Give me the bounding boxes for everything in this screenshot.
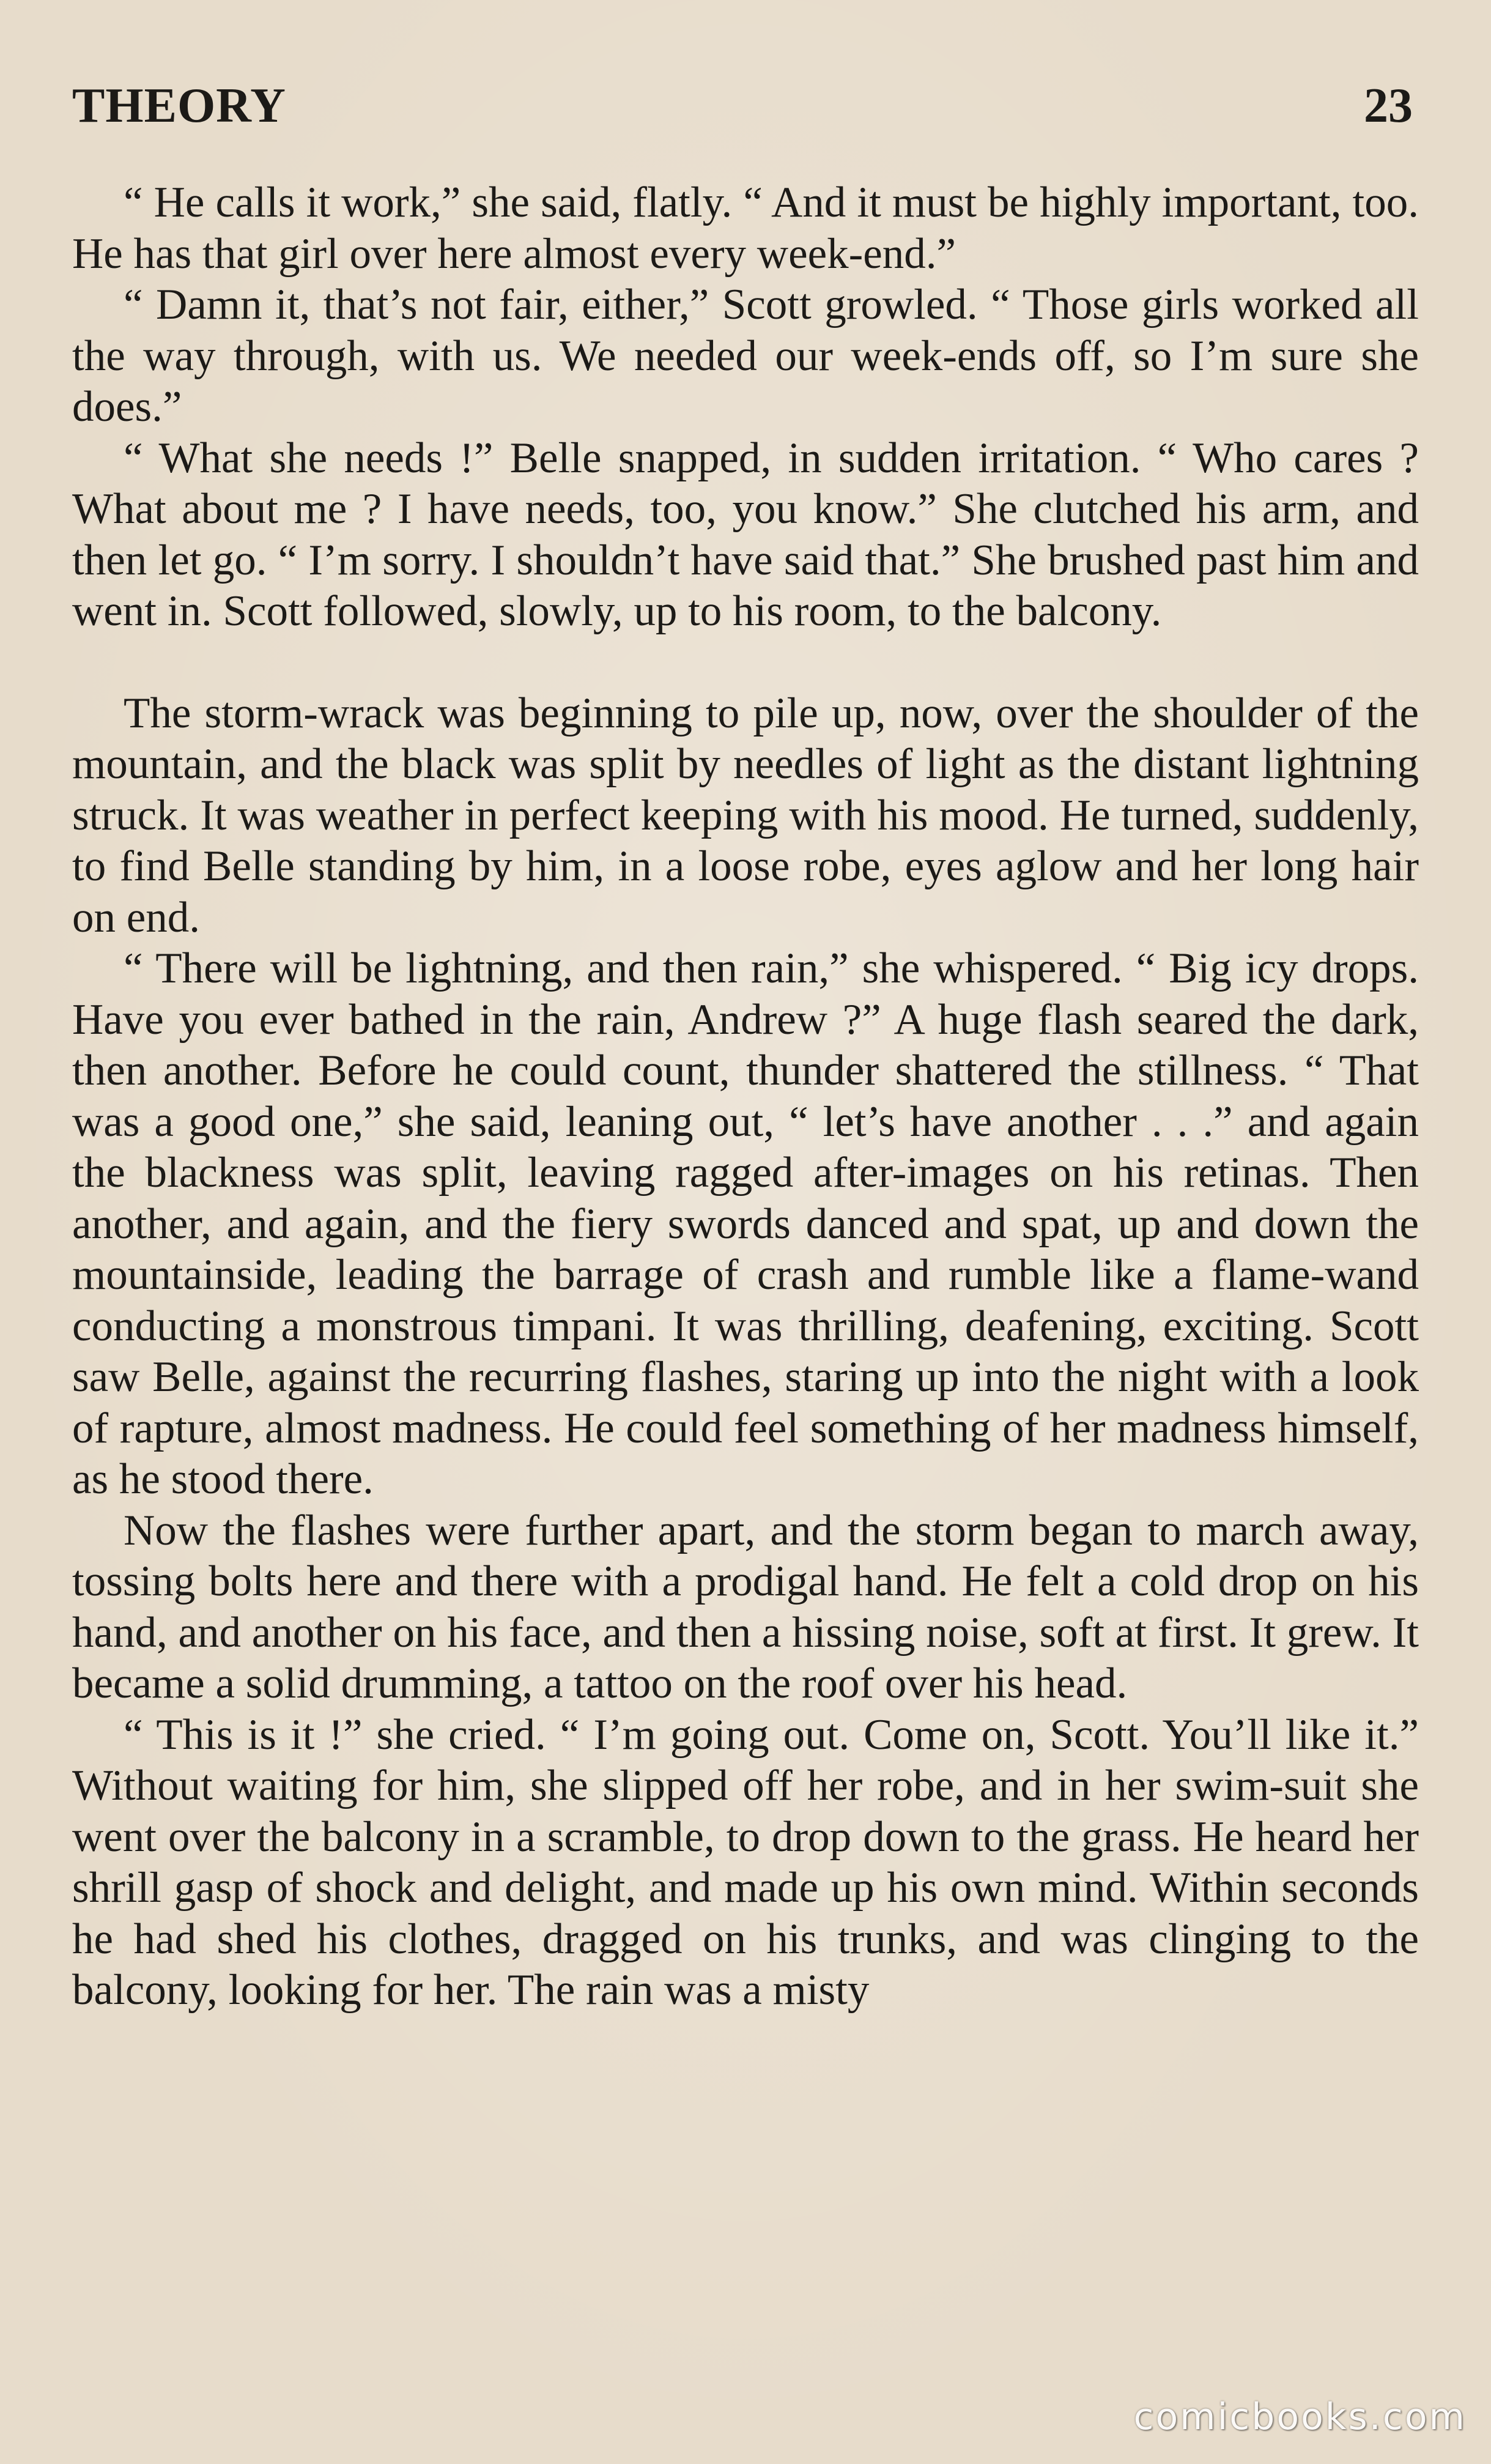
section-break [72, 637, 1419, 688]
paragraph-1: “ He calls it work,” she said, flatly. “ And it must be highly important, too. He has that girl over here almost every week-end.” [72, 179, 1419, 278]
page-number: 23 [1364, 79, 1413, 133]
paragraph-3: “ What she needs !” Belle snapped, in sudden irritation. “ Who cares ? What about me ? I have needs, too, you know.” She clutched his arm, and then let go. “ I’m sorry. I shouldn’t have said that.” She brushed past him and went in. Scott followed, slowly, up to his room, to the balcony. [72, 434, 1419, 635]
paragraph-6: Now the flashes were further apart, and the storm began to march away, tossing bolts here and there with a prodigal hand. He felt a cold drop on his hand, and another on his face, and then a hissing noise, soft at first. It grew. It became a solid drumming, a tattoo on the roof over his head. [72, 1506, 1419, 1707]
chapter-title: THEORY [72, 79, 286, 133]
paragraph-7: “ This is it !” she cried. “ I’m going out. Come on, Scott. You’ll like it.” Without waiting for him, she slipped off her robe, and in her swim-suit she went over the balcony in a scramble, to drop down to the grass. He heard her shrill gasp of shock and delight, and made up his own mind. Within seconds he had shed his clothes, dragged on his trunks, and was clinging to the balcony, looking for her. The rain was a misty [72, 1710, 1419, 2014]
paragraph-2: “ Damn it, that’s not fair, either,” Scott growled. “ Those girls worked all the way through, with us. We needed our week-ends off, so I’m sure she does.” [72, 281, 1419, 431]
paragraph-4: The storm-wrack was beginning to pile up, now, over the shoulder of the mountain, and the black was split by needles of light as the distant lightning struck. It was weather in perfect keeping with his mood. He turned, suddenly, to find Belle standing by him, in a loose robe, eyes aglow and her long hair on end. [72, 689, 1419, 941]
watermark: comicbooks.com [1133, 2395, 1467, 2438]
body-text [72, 177, 1419, 2016]
paragraph-5: “ There will be lightning, and then rain,” she whispered. “ Big icy drops. Have you ever bathed in the rain, Andrew ?” A huge flash seared the dark, then another. Before he could count, thunder shattered the stillness. “ That was a good one,” she said, leaning out, “ let’s have another . . .” and again the blackness was split, leaving ragged after-images on his retinas. Then another, and again, and the fiery swords danced and spat, up and down the mountainside, leading the barrage of crash and rumble like a flame-wand conducting a monstrous timpani. It was thrilling, deafening, exciting. Scott saw Belle, against the recurring flashes, staring up into the night with a look of rapture, almost madness. He could feel something of her madness himself, as he stood there. [72, 944, 1419, 1503]
running-head [72, 72, 1419, 139]
